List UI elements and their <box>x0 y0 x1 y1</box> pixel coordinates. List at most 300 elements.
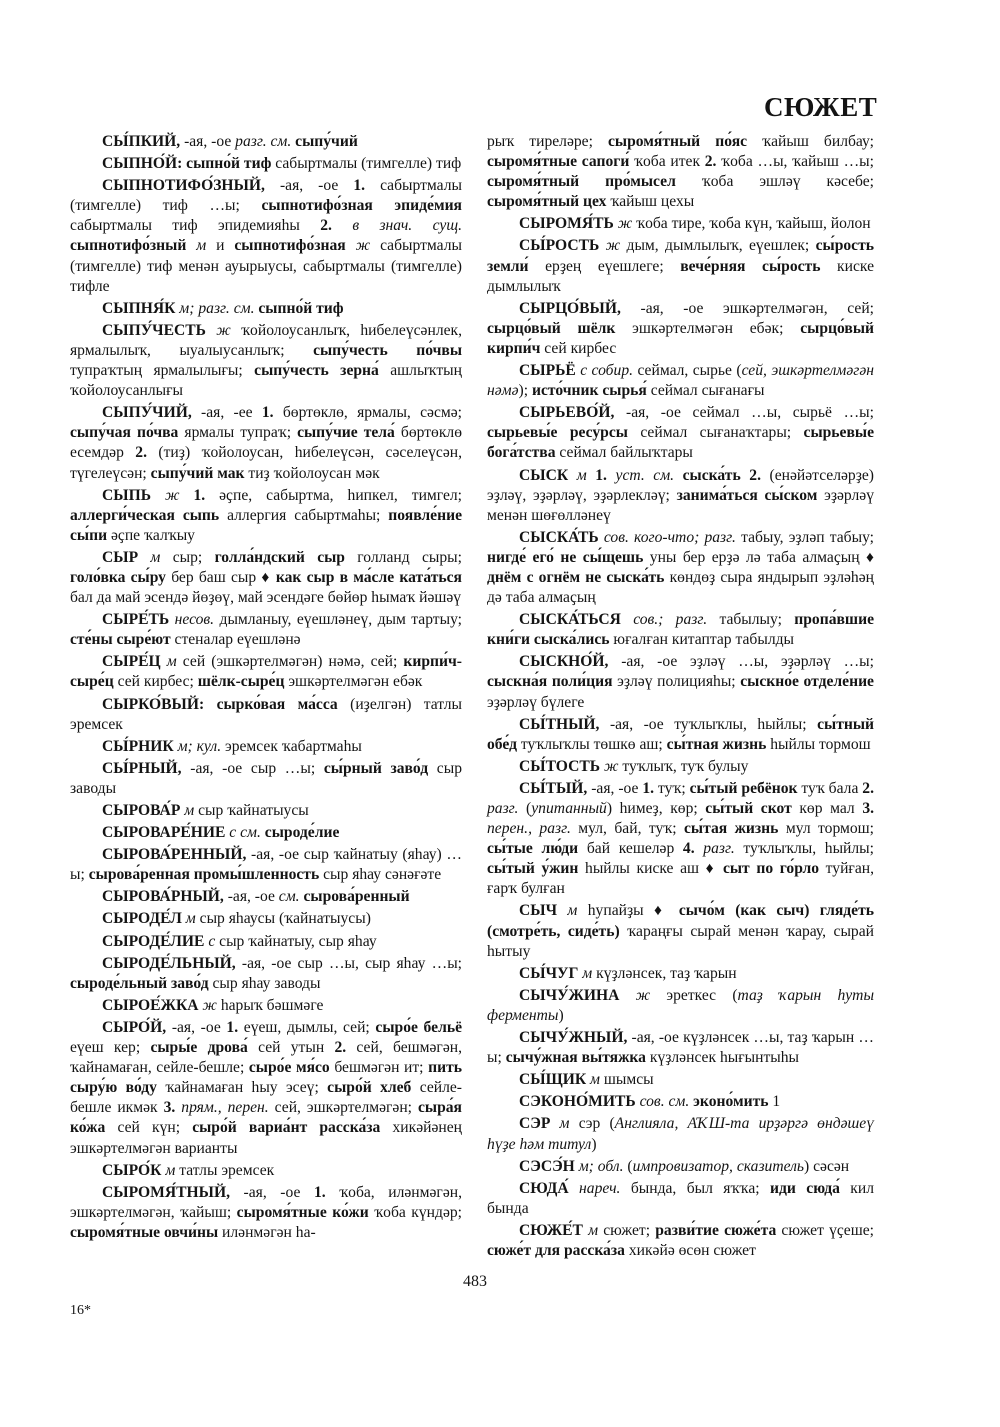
dictionary-entry <box>70 154 462 174</box>
definition-text: әҫпе, сабыртма, һипкел, тимгел; <box>205 486 463 504</box>
headword-text: 1. <box>261 404 274 422</box>
signature-mark: 16* <box>70 1303 91 1318</box>
headword-text: СЫ́ТЫЙ, <box>519 779 588 797</box>
headword-text: СЫРОЕ́ЖКА <box>102 996 199 1014</box>
definition-text: эшкәртелмәгән ебәк <box>284 673 423 691</box>
headword-text: сырьевы́е бога́тства <box>487 424 874 462</box>
headword-text: СЫСКА́ТЬСЯ <box>519 611 621 629</box>
definition-text: еүеш кер; <box>70 1039 151 1057</box>
headword-text: иди сюда́ <box>770 1179 840 1197</box>
headword-text: 3. <box>862 800 875 817</box>
headword-text: СЫРОВАРЕ́НИЕ <box>102 824 226 842</box>
definition-text: ҡараңғы сырай менән ҡарау, сырай һытыу <box>487 922 874 960</box>
headword-text: СЫЧУ́ЖНЫЙ, <box>519 1029 628 1047</box>
definition-text: хикәйә өсөн сюжет <box>624 1241 756 1259</box>
grammar-label: импровизатор, сказитель <box>632 1157 805 1175</box>
grammar-label: разг. см. <box>235 133 292 150</box>
grammar-label: м; кул. <box>173 737 222 755</box>
dictionary-entry <box>487 1179 874 1219</box>
headword-text: появле́ние сы́пи <box>70 506 462 544</box>
headword-text: СЫПУ́ЧЕСТЬ <box>102 321 206 339</box>
dictionary-entry <box>487 466 874 526</box>
headword-text: 1. <box>353 177 366 195</box>
definition-text: ҡоба итек <box>629 153 705 171</box>
grammar-label: м <box>180 802 195 819</box>
definition-text: сыр яһау заводы <box>208 974 321 992</box>
headword-text: СЫ́РНЫЙ, <box>102 759 182 777</box>
headword-text: сыромя́тный про́мысел <box>487 173 676 191</box>
grammar-label: м <box>557 902 578 920</box>
definition-text: күҙләнсек, таҙ ҡарын <box>592 964 737 982</box>
definition-text: дым, дымлылыҡ, еүешлек; <box>620 237 816 255</box>
headword-text: СЫРЦО́ВЫЙ, <box>519 299 621 317</box>
headword-text: 2. <box>320 217 332 235</box>
definition-text: ҡоба эшләү кәсебе; <box>675 173 875 191</box>
definition-text: (тиҙ) ҡойолоусан, һибелеүсән, сәселеүсән, түгелеүсән; <box>70 444 462 482</box>
grammar-label: таҙ ҡарын һуты ферменты <box>487 986 874 1024</box>
grammar-label: несов. <box>169 611 215 629</box>
headword-text: нигде́ его́ не сы́щешь <box>487 548 644 566</box>
grammar-label: упитанный <box>531 800 607 817</box>
definition-text: ) сәсән <box>804 1157 850 1175</box>
definition-text: иләнмәгән һа- <box>218 1223 316 1241</box>
definition-text: -ая, -ое эҙләү …ы, эҙәрләү …ы; <box>608 653 874 671</box>
definition-text: ҡойолоусанлыҡ, һибелеүсәнлек, ярмалылыҡ, ыуалыусанлыҡ; <box>70 321 463 359</box>
grammar-label: нареч. <box>568 1179 621 1197</box>
dictionary-entry <box>70 176 462 297</box>
headword-text: СЫ́ЧУГ <box>519 964 579 982</box>
definition-text: юғалған китаптар табылды <box>609 631 795 649</box>
headword-text: сы́тный обе́д <box>487 715 874 753</box>
grammar-label: м <box>160 653 177 671</box>
dictionary-entry <box>487 1070 874 1090</box>
dictionary-entry <box>70 932 462 952</box>
definition-text: ҡоба күндәр; <box>368 1203 462 1221</box>
dictionary-entry <box>487 214 874 234</box>
dictionary-entry <box>487 779 874 900</box>
headword-text: 4. <box>682 840 695 858</box>
grammar-label: ж <box>619 986 651 1004</box>
headword-text: сыска́ть 2. <box>674 466 761 484</box>
headword-text: сы́рный заво́д <box>323 759 429 777</box>
headword-text: СЫПНЯ́К <box>102 299 176 317</box>
definition-text: бай кешеләр <box>578 840 683 858</box>
headword-text: СЫРЕ́ТЬ <box>102 611 170 629</box>
headword-text: СЫРОДЕ́ЛЬНЫЙ, <box>102 954 236 972</box>
dictionary-entry <box>487 361 874 401</box>
definition-text: ерҙең еүешлеге; <box>528 257 681 275</box>
headword-text: разви́тие сюже́та <box>655 1221 777 1239</box>
grammar-label: перен., разг. <box>487 820 571 838</box>
definition-text: -ая, -ое <box>264 177 354 195</box>
headword-text: сыпнотифо́зный <box>70 237 187 255</box>
definition-text: ярмалы тупраҡ; <box>178 424 298 442</box>
headword-text: сырова́ренный <box>299 888 410 906</box>
definition-text: -ая, -ое <box>587 779 643 797</box>
headword-text: СЫР <box>102 548 139 566</box>
definition-text: һупайҙы <box>577 902 654 920</box>
definition-text: бөртөклө, ярмалы, сәсмә; <box>273 404 462 422</box>
headword-text: сыпу́чая по́чва <box>70 424 179 442</box>
dictionary-entry <box>487 1114 874 1154</box>
headword-text: 1. <box>586 466 607 484</box>
definition-text: тупраҡтың ярмалылығы; <box>70 362 255 380</box>
definition-text: һыйлы киске аш <box>578 860 706 878</box>
headword-text: сыпнотифо́зная <box>234 237 346 255</box>
grammar-label: м; обл. <box>574 1157 624 1175</box>
definition-text: сюжет үҫеше; <box>776 1221 874 1239</box>
dictionary-entry <box>487 403 874 463</box>
definition-text: бешмәгән ит; <box>329 1059 429 1077</box>
definition-text: һарыҡ бәшмәге <box>216 996 324 1014</box>
grammar-label: сов. кого-что; разг. <box>598 528 736 546</box>
definition-text: табыу, эҙләп табыу; <box>735 528 874 546</box>
dictionary-entry <box>487 1157 874 1177</box>
definition-text: голланд сыры; <box>344 548 462 566</box>
headword-text: сыро́е мя́со <box>248 1059 330 1077</box>
headword-text: СЫРОМЯ́ТЬ <box>519 215 614 233</box>
dictionary-entry <box>70 887 462 907</box>
headword-text: пить сыру́ю во́ду <box>70 1059 462 1097</box>
definition-text: сыр ҡайнатыусы <box>194 802 309 819</box>
definition-text: ҡоба, иләнмәгән, эшкәртелмәгән, ҡайыш; <box>70 1183 462 1221</box>
grammar-label: разг. <box>487 800 519 817</box>
dictionary-entry <box>70 321 462 401</box>
headword-text: сыпу́чие тела́ <box>297 424 395 442</box>
definition-text: мул, бай, туҡ; <box>570 820 685 838</box>
headword-text: ♦ как сыр в ма́сле ката́ться <box>261 568 462 586</box>
dictionary-entry <box>70 695 462 735</box>
grammar-label: разг. <box>694 840 735 858</box>
headword-text: СЭР <box>519 1115 551 1133</box>
headword-text: шёлк-сыре́ц <box>197 673 285 691</box>
headword-text: голла́ндский сыр <box>214 548 345 566</box>
headword-text: СЫ́ПКИЙ, <box>102 133 181 150</box>
headword-text: СЫПНО́Й: сыпно́й тиф <box>102 155 272 173</box>
definition-text: тиҙ ҡойолоусан мәк <box>244 464 380 482</box>
grammar-label: м <box>186 237 207 255</box>
headword-text: сыпу́честь по́чвы <box>313 341 462 359</box>
headword-text: ♦ днём с огнём не сыска́ть <box>487 548 874 586</box>
definition-text: -ая, -ое сеймал …ы, сырьё …ы; <box>614 404 874 422</box>
headword-text: 2. <box>135 444 147 462</box>
dictionary-entry <box>487 1028 874 1068</box>
definition-text: эшкәртелмәгән ебәк; <box>615 319 801 337</box>
definition-text: киске дымлылыҡ <box>487 257 874 295</box>
definition-text: сей, эшкәртелмәгән; <box>268 1099 418 1117</box>
definition-text: сыр заводы <box>70 759 462 797</box>
definition-text: эҙәрләү менән шөғөлләнеү <box>487 486 875 524</box>
left-column <box>70 132 462 1245</box>
headword-text: СЫ́ЩИК <box>519 1071 587 1089</box>
definition-text: сеймал, сырье ( <box>633 362 742 380</box>
headword-text: СЫРОДЕ́ЛИЕ <box>102 932 205 950</box>
grammar-label: м <box>578 964 593 982</box>
definition-text: туҡлыҡ, туҡ булыу <box>618 757 749 775</box>
headword-text: сыпу́честь зерна́ <box>254 362 379 380</box>
dictionary-entry <box>487 715 874 755</box>
headword-text: сыра́я ко́жа <box>70 1099 462 1137</box>
definition-text: кил бында <box>487 1179 875 1217</box>
headword-text: сыпно́й тиф <box>254 299 344 317</box>
definition-text: -ая, -ое <box>166 1018 227 1036</box>
definition-text: сабыртмалы (тимгелле) тиф …ы; <box>70 177 463 215</box>
definition-text: күҙләнсек һығынтыһы <box>645 1049 800 1067</box>
headword-text: СЫСКНО́Й, <box>519 653 609 671</box>
grammar-label: ж <box>600 757 619 775</box>
definition-text: шымсы <box>600 1071 654 1089</box>
definition-text: сей күн; <box>105 1119 193 1137</box>
definition-text: ҡайнамаған һыу эсеү; <box>156 1079 328 1097</box>
dictionary-entry <box>487 132 874 212</box>
running-head: СЮЖЕТ <box>764 92 878 122</box>
grammar-label: ж <box>198 996 217 1014</box>
definition-text: сабыртмалы (тимгелле) тиф <box>271 155 462 173</box>
definition-text: һыйлы тормош <box>766 735 871 753</box>
headword-text: сы́тый ребёнок <box>689 779 798 797</box>
headword-text: сыро́й хлеб <box>327 1079 412 1097</box>
dictionary-entry <box>70 403 462 483</box>
definition-text: бында, был яҡҡа; <box>620 1179 771 1197</box>
dictionary-entry <box>70 823 462 843</box>
headword-text: СЫ́ТОСТЬ <box>519 757 601 775</box>
grammar-label: м <box>582 1221 599 1239</box>
headword-text: СЫРО́К <box>102 1161 162 1179</box>
headword-text: СЫСК <box>519 466 569 484</box>
definition-text: сеймал сығанағы <box>646 382 765 400</box>
headword-text: сы́тая жизнь <box>684 820 779 838</box>
dictionary-entry <box>487 652 874 712</box>
headword-text: сыро́й вариа́нт расска́за <box>192 1119 381 1137</box>
grammar-label: м; разг. см. <box>175 299 255 317</box>
dictionary-entry <box>70 548 462 608</box>
headword-text: СЫРКО́ВЫЙ: сырко́вая ма́сса <box>102 695 338 713</box>
definition-text: -ая, -ое <box>180 133 236 150</box>
definition-text: ҡоба тире, ҡоба күн, ҡайыш, йолон <box>632 215 871 233</box>
definition-text: -ая, -ое туҡлыҡлы, һыйлы; <box>599 715 818 733</box>
headword-text: сырьевы́е ресу́рсы <box>487 424 628 442</box>
headword-text: сы́тый у́жин <box>487 860 579 878</box>
dictionary-entry <box>487 901 874 961</box>
headword-text: 2. <box>704 153 717 171</box>
headword-text: ♦ сыт по го́рло <box>705 860 820 878</box>
grammar-label: ж <box>599 237 621 255</box>
grammar-label: ж <box>345 237 371 255</box>
right-column <box>487 132 874 1263</box>
dictionary-entry <box>70 132 462 152</box>
headword-text: вече́рняя сы́рость <box>680 257 821 275</box>
definition-text: стеналар еүешләнә <box>170 631 301 649</box>
definition-text: -ая, -ое эшкәртелмәгән, сей; <box>620 299 874 317</box>
headword-text: СЫЧУ́ЖИНА <box>519 986 620 1004</box>
definition-text: сей утын <box>247 1039 335 1057</box>
headword-text: СЫРОВА́РНЫЙ, <box>102 888 224 906</box>
definition-text: сеймал сығанаҡтары; <box>627 424 804 442</box>
headword-text: занима́ться сы́ском <box>676 486 818 504</box>
grammar-label: м <box>181 910 196 928</box>
dictionary-entry <box>487 299 874 359</box>
grammar-label: м <box>138 548 161 566</box>
definition-text: сабыртмалы тиф эпидемияһы <box>70 217 321 235</box>
definition-text: сеймал байлыҡтары <box>555 444 693 462</box>
grammar-label: м <box>550 1115 570 1133</box>
headword-text: сы́тная жизнь <box>666 735 767 753</box>
dictionary-entry <box>70 996 462 1016</box>
definition-text: сей, бешмәгән, ҡайнамаған, сейле-бешле; <box>70 1039 462 1077</box>
definition-text: сей (эшкәртелмәгән) нәмә, сей; <box>176 653 404 671</box>
definition-text: ( <box>518 800 532 817</box>
headword-text: сы́тый скот <box>705 800 792 817</box>
grammar-label: прям., перен. <box>175 1099 269 1117</box>
definition-text: көр мал <box>791 800 863 817</box>
definition-text: сыр яһаусы (ҡайнатыусы) <box>195 910 371 928</box>
definition-text: эремсек ҡабартмаһы <box>221 737 362 755</box>
headword-text: СЫ́ТНЫЙ, <box>519 715 600 733</box>
definition-text: туҡлыҡлы төшкө аш; <box>517 735 667 753</box>
headword-text: СЫСКА́ТЬ <box>519 528 599 546</box>
definition-text: 1 <box>768 1093 781 1111</box>
headword-text: сыры́е дрова́ <box>150 1039 248 1057</box>
headword-text: сте́ны сыре́ют <box>70 631 171 649</box>
headword-text: СЭКОНО́МИТЬ <box>519 1093 636 1111</box>
definition-text: туҡлыҡлы, һыйлы; <box>734 840 874 858</box>
headword-text: сы́рость земли́ <box>487 237 875 275</box>
grammar-label: м <box>568 466 587 484</box>
headword-text: сыпу́чий <box>291 133 358 150</box>
definition-text: (иҙелгән) татлы эремсек <box>70 695 462 733</box>
grammar-label: ж <box>613 215 633 233</box>
headword-text: кирпи́ч-сыре́ц <box>70 653 462 691</box>
grammar-label: с см. <box>225 824 261 842</box>
definition-text: сабыртмалы (тимгелле) тиф менән ауырыусы, сабыртмалы (тимгелле) тифле <box>70 237 462 295</box>
dictionary-entry <box>487 986 874 1026</box>
headword-text: сычу́жная вы́тяжка <box>505 1049 646 1067</box>
headword-text: СЫРОВА́Р <box>102 802 181 819</box>
grammar-label: ж <box>205 321 231 339</box>
headword-text: пропа́вшие кни́ги сыска́лись <box>487 611 874 649</box>
headword-text: сыро́е бельё <box>375 1018 462 1036</box>
headword-text: сыскна́я поли́ция <box>487 673 613 691</box>
headword-text: 2. <box>334 1039 347 1057</box>
grammar-label: в знач. сущ. <box>331 217 462 235</box>
definition-text: еүеш, дымлы, сей; <box>238 1018 376 1036</box>
definition-text: -ая, -ое <box>230 1183 314 1201</box>
definition-text: туйған, ғарҡ булған <box>487 860 874 898</box>
dictionary-entry <box>70 299 462 319</box>
headword-text: СЫПЬ <box>102 486 152 504</box>
definition-text: сыр яһау сәнәғәте <box>319 866 442 884</box>
definition-text: ашлыҡтың ҡойолоусанлығы <box>70 362 463 400</box>
dictionary-entry <box>487 1221 874 1261</box>
grammar-label: сей, эшкәртелмәгән нәмә <box>487 362 874 400</box>
headword-text: СЫ́РОСТЬ <box>519 237 600 255</box>
definition-text: ҡоба …ы, ҡайыш …ы; <box>716 153 874 171</box>
definition-text: уны бер ерҙә лә таба алмаҫың <box>643 548 867 566</box>
grammar-label: уст. см. <box>606 466 675 484</box>
definition-text: аллергия сабыртмаһы; <box>219 506 389 524</box>
headword-text: СЮЖЕ́Т <box>519 1221 583 1239</box>
dictionary-entry <box>487 236 874 296</box>
headword-text: сыромя́тный по́яс <box>608 133 748 150</box>
definition-text: рыҡ тиреләре; <box>487 133 609 150</box>
definition-text: сыр ҡайнатыу, сыр яһау <box>215 932 377 950</box>
headword-text: 1. <box>179 486 206 504</box>
definition-text: ҡайыш билбау; <box>747 133 874 150</box>
headword-text: 1. <box>226 1018 239 1036</box>
grammar-label: сов. см. <box>635 1093 690 1111</box>
definition-text: эҙәрләү бүлеге <box>487 693 585 711</box>
headword-text: сыроде́лие <box>260 824 340 842</box>
headword-text: 2. <box>862 779 874 797</box>
headword-text: СЫПНОТИФО́ЗНЫЙ, <box>102 177 265 195</box>
grammar-label: см. <box>278 888 300 906</box>
headword-text: сюже́т для расска́за <box>487 1241 625 1259</box>
headword-text: СЫРЬЁ <box>519 362 576 380</box>
headword-text: СЫЧ <box>519 902 558 920</box>
definition-text: бер баш сыр <box>165 568 262 586</box>
dictionary-entry <box>70 1018 462 1159</box>
grammar-label: м <box>161 1161 176 1179</box>
headword-text: СЫРОВА́РЕННЫЙ, <box>102 846 247 864</box>
definition-text: -ая, -ее <box>191 404 262 422</box>
dictionary-entry <box>487 528 874 608</box>
headword-text: исто́чник сырья́ <box>531 382 647 400</box>
grammar-label: с собир. <box>575 362 634 380</box>
dictionary-entry <box>487 757 874 777</box>
definition-text: сей кирбес <box>540 339 617 357</box>
definition-text: сей кирбес; <box>113 673 198 691</box>
headword-text: эконо́мить <box>689 1093 769 1111</box>
definition-text: әҫпе ҡалҡыу <box>107 526 195 544</box>
definition-text: туҡ; <box>654 779 690 797</box>
definition-text: туҡ бала <box>797 779 863 797</box>
definition-text: сэр ( <box>569 1115 615 1133</box>
grammar-label: сов.; разг. <box>620 611 708 629</box>
definition-text: дымланыу, еүешләнеү, дым тартыу; <box>214 611 462 629</box>
dictionary-entry <box>70 801 462 821</box>
definition-text: ) <box>591 1135 597 1153</box>
headword-text: сырцо́вый кирпи́ч <box>487 319 874 357</box>
definition-text: ) <box>558 1006 564 1024</box>
grammar-label: ж <box>151 486 180 504</box>
grammar-label: м <box>586 1071 600 1089</box>
headword-text: сырова́ренная промы́шленность <box>88 866 320 884</box>
headword-text: СЫРЕ́Ц <box>102 653 161 671</box>
definition-text: татлы эремсек <box>175 1161 275 1179</box>
headword-text: СЫРО́Й, <box>102 1018 167 1036</box>
headword-text: сыромя́тные сапоги́ <box>487 153 630 171</box>
dictionary-entry <box>70 737 462 757</box>
headword-text: сыромя́тные овчи́ны <box>70 1223 219 1241</box>
dictionary-entry <box>70 610 462 650</box>
definition-text: (енәйәтселәрҙе) эҙләү, эҙәрләү, эҙәрлекләү; <box>487 466 874 504</box>
headword-text: сыроде́льный заво́д <box>70 974 209 992</box>
definition-text: ҡайыш цехы <box>606 193 695 211</box>
headword-text: сыромя́тные ко́жи <box>236 1203 369 1221</box>
definition-text: -ая, -ое <box>223 888 279 906</box>
definition-text: и <box>206 237 235 255</box>
definition-text: ); <box>518 382 532 400</box>
dictionary-entry <box>70 652 462 692</box>
definition-text: эҙләү полицияһы; <box>612 673 741 691</box>
definition-text: табылыу; <box>707 611 795 629</box>
headword-text: СЫ́РНИК <box>102 737 174 755</box>
definition-text: ) һимеҙ, көр; <box>606 800 706 817</box>
headword-text: сы́тые лю́ди <box>487 840 579 858</box>
dictionary-entry <box>487 964 874 984</box>
headword-text: сыромя́тный цех <box>487 193 607 211</box>
definition-text: көндөҙ сыра яндырып эҙләһәң дә таба алмаҫың <box>487 568 874 607</box>
